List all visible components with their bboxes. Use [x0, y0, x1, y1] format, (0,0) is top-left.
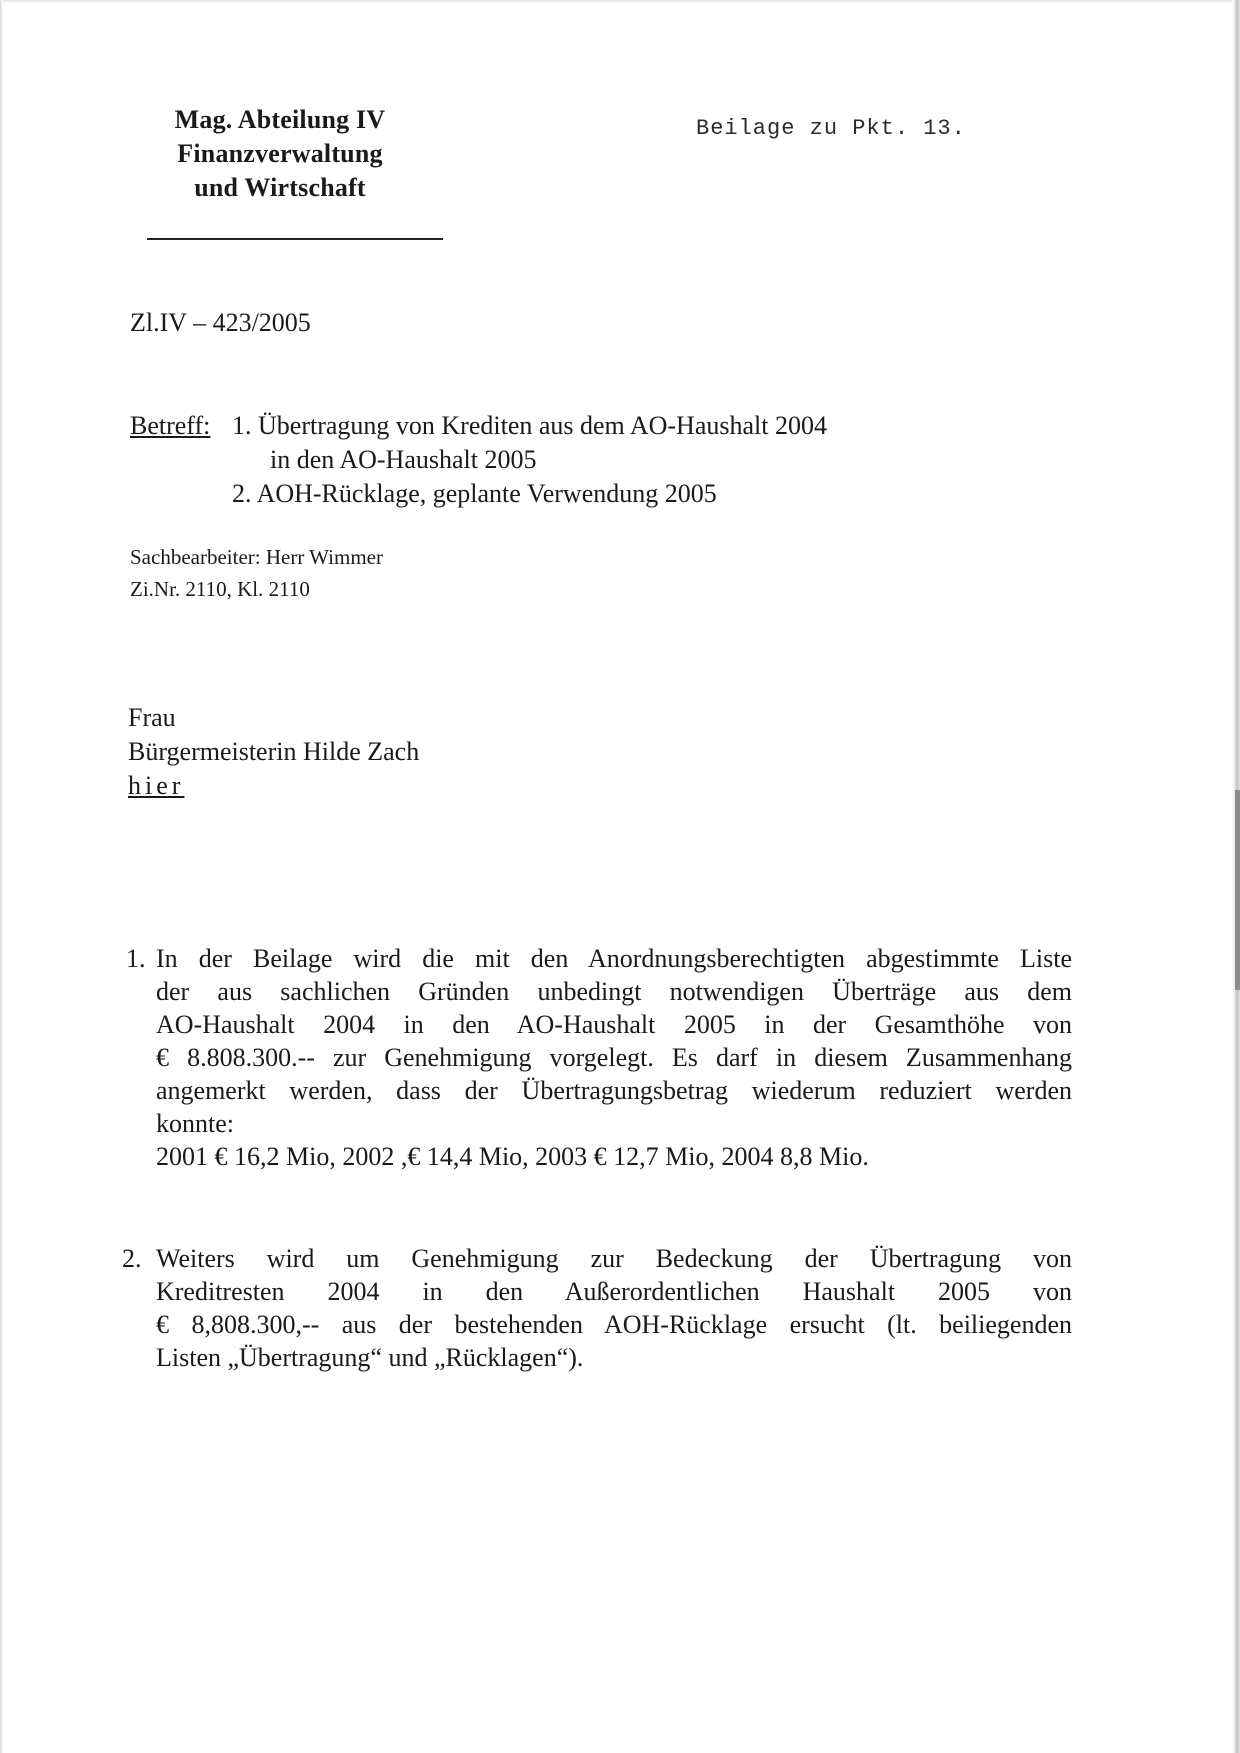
paragraph-1-number: 1.	[126, 944, 146, 973]
paragraph-2-line: Listen „Übertragung“ und „Rücklagen“).	[156, 1343, 584, 1372]
paragraph-1-line: der aus sachlichen Gründen unbedingt notwendigen Überträge aus dem	[156, 977, 1072, 1006]
clerk-name: Sachbearbeiter: Herr Wimmer	[130, 545, 383, 569]
department-line-2: Finanzverwaltung	[177, 139, 383, 168]
paragraph-1-body	[156, 942, 1072, 1173]
paragraph-2-line: € 8,808.300,-- aus der bestehenden AOH-Rücklage ersucht (lt. beiliegenden	[156, 1310, 1072, 1339]
paragraph-1-line: konnte:	[156, 1109, 234, 1138]
subject-label: Betreff:	[130, 411, 211, 440]
department-header	[130, 103, 430, 205]
header-divider	[147, 238, 443, 240]
paragraph-1-line: AO-Haushalt 2004 in den AO-Haushalt 2005 in der Gesamthöhe von	[156, 1010, 1072, 1039]
subject-item-2: 2. AOH-Rücklage, geplante Verwendung 2005	[232, 479, 717, 508]
paragraph-1-line: 2001 € 16,2 Mio, 2002 ,€ 14,4 Mio, 2003 € 12,7 Mio, 2004 8,8 Mio.	[156, 1142, 869, 1171]
addressee-salutation: Frau	[128, 703, 176, 732]
addressee-location: hier	[128, 771, 185, 800]
subject-item-1-line-1: 1. Übertragung von Krediten aus dem AO-Haushalt 2004	[232, 411, 827, 440]
addressee-name: Bürgermeisterin Hilde Zach	[128, 737, 420, 766]
clerk-info	[130, 541, 383, 605]
scan-edge-right	[1232, 0, 1240, 1753]
addressee-block	[128, 701, 419, 803]
attachment-stamp: Beilage zu Pkt. 13.	[696, 116, 966, 141]
scan-edge-left	[0, 0, 3, 1753]
paragraph-1-line: angemerkt werden, dass der Übertragungsbetrag wiederum reduziert werden	[156, 1076, 1072, 1105]
paragraph-2-line: Weiters wird um Genehmigung zur Bedeckung der Übertragung von	[156, 1244, 1072, 1273]
department-line-3: und Wirtschaft	[194, 173, 366, 202]
clerk-room: Zi.Nr. 2110, Kl. 2110	[130, 577, 310, 601]
reference-number: Zl.IV – 423/2005	[130, 308, 311, 337]
scan-edge-top	[0, 0, 1240, 3]
department-line-1: Mag. Abteilung IV	[174, 105, 386, 134]
paragraph-2-number: 2.	[122, 1244, 142, 1273]
paragraph-2-line: Kreditresten 2004 in den Außerordentlichen Haushalt 2005 von	[156, 1277, 1072, 1306]
paragraph-1-line: € 8.808.300.-- zur Genehmigung vorgelegt. Es darf in diesem Zusammenhang	[156, 1043, 1072, 1072]
paragraph-1-line: In der Beilage wird die mit den Anordnungsberechtigten abgestimmte Liste	[156, 944, 1072, 973]
subject-item-1-line-2: in den AO-Haushalt 2005	[270, 445, 537, 474]
paragraph-2-body	[156, 1242, 1072, 1374]
